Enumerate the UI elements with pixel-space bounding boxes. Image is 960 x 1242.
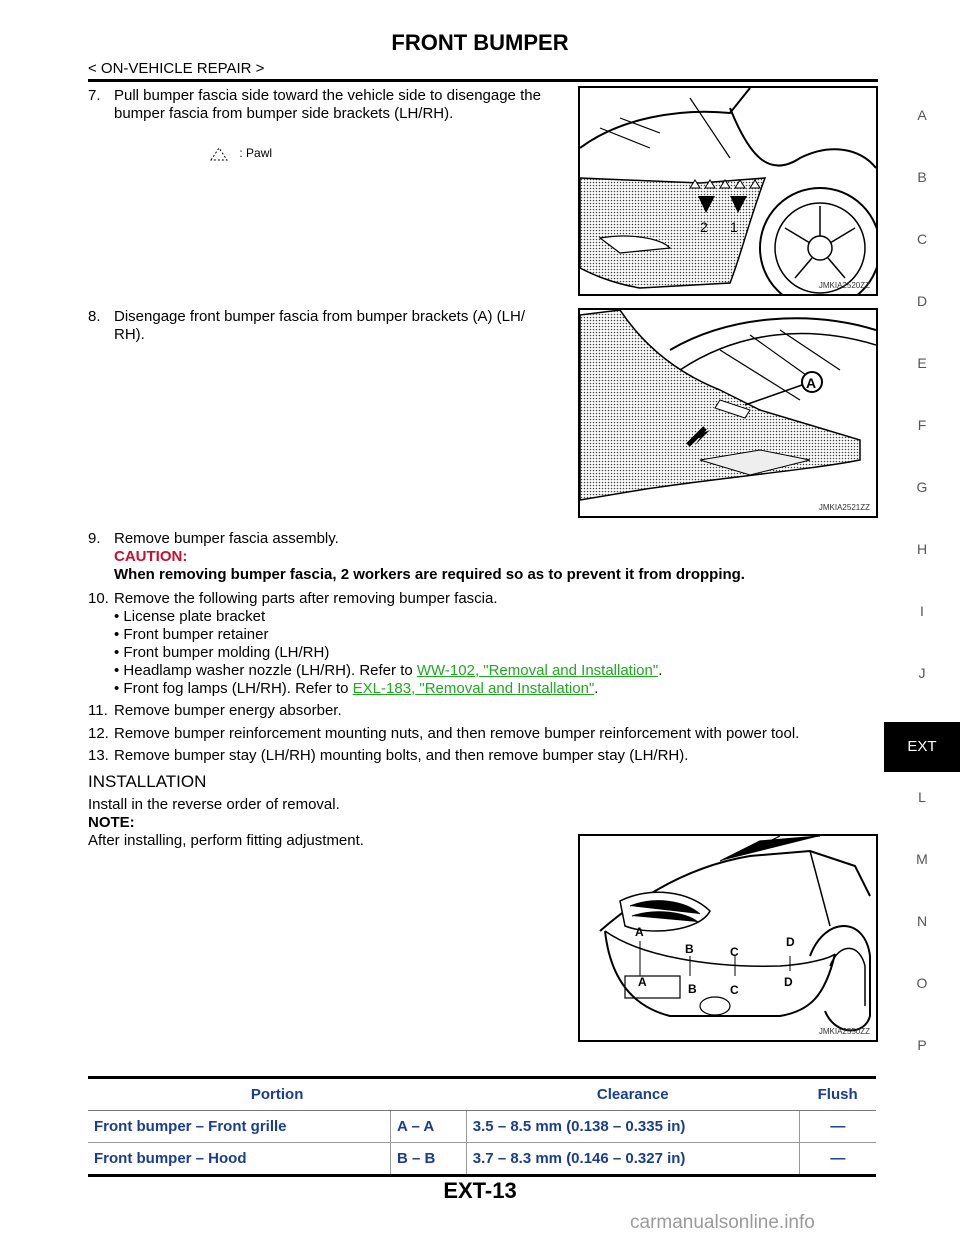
side-index-f[interactable]: F xyxy=(917,417,927,433)
header-flush: Flush xyxy=(799,1078,876,1111)
bullet-text: License plate bracket xyxy=(123,608,266,625)
installation-text: Install in the reverse order of removal. xyxy=(88,796,340,813)
side-index-a[interactable]: A xyxy=(917,107,927,123)
cell-flush: — xyxy=(799,1111,876,1143)
step-number: 13. xyxy=(88,747,109,764)
cell-pair: B – B xyxy=(391,1143,467,1176)
note-text: After installing, perform fitting adjustment. xyxy=(88,832,364,849)
cell-pair: A – A xyxy=(391,1111,467,1143)
caution-text: When removing bumper fascia, 2 workers are required so as to prevent it from dropping. xyxy=(114,566,745,583)
side-index-c[interactable]: C xyxy=(916,231,928,247)
list-item: • Headlamp washer nozzle (LH/RH). Refer to WW-102, "Removal and Installation". xyxy=(114,662,663,679)
label-c-top: C xyxy=(730,945,739,959)
step-number: 9. xyxy=(88,530,101,547)
bullet-text: Front bumper molding (LH/RH) xyxy=(123,644,330,661)
side-index-b[interactable]: B xyxy=(917,169,927,185)
step-8 xyxy=(88,308,580,344)
figure-id: JMKIA2520ZZ xyxy=(818,281,870,290)
step-number: 10. xyxy=(88,590,109,607)
step-text: Disengage front bumper fascia from bumper brackets (A) (LH/ xyxy=(114,308,525,325)
step-9 xyxy=(88,530,878,584)
step-text: Pull bumper fascia side toward the vehicle side to disengage the xyxy=(114,87,541,104)
pawl-legend-text: : Pawl xyxy=(239,146,273,160)
label-c-bottom: C xyxy=(730,983,739,997)
figure-bumper-side-brackets xyxy=(578,86,878,296)
table-row xyxy=(88,1143,876,1176)
step-text: Remove bumper energy absorber. xyxy=(114,702,342,719)
figure-label-a: A xyxy=(806,375,817,391)
step-7 xyxy=(88,87,580,123)
page-title: FRONT BUMPER xyxy=(391,30,569,55)
label-d-bottom: D xyxy=(784,975,793,989)
bullet-text: Front fog lamps (LH/RH). Refer to xyxy=(123,680,353,697)
table-header-row xyxy=(88,1078,876,1111)
step-11 xyxy=(88,702,878,720)
figure-bumper-brackets xyxy=(578,308,878,518)
side-index-ext[interactable]: EXT xyxy=(884,722,960,772)
step-number: 12. xyxy=(88,725,109,742)
pawl-legend xyxy=(210,146,272,161)
step-13 xyxy=(88,747,878,765)
cell-clearance: 3.7 – 8.3 mm (0.146 – 0.327 in) xyxy=(466,1143,799,1176)
header-portion: Portion xyxy=(88,1078,466,1111)
side-index-o[interactable]: O xyxy=(916,975,928,991)
table-row xyxy=(88,1111,876,1143)
bullet-text: Headlamp washer nozzle (LH/RH). Refer to xyxy=(123,662,417,679)
list-item: • Front bumper molding (LH/RH) xyxy=(114,644,330,661)
step-text-cont: bumper fascia from bumper side brackets (LH/RH). xyxy=(114,105,454,122)
step-number: 11. xyxy=(88,702,108,719)
step-text: Remove bumper reinforcement mounting nuts, and then remove bumper reinforcement with power tool. xyxy=(114,725,800,742)
watermark: carmanualsonline.info xyxy=(630,1212,815,1233)
side-index-d[interactable]: D xyxy=(916,293,928,309)
bumper-side-illustration xyxy=(580,88,876,294)
figure-label-1: 1 xyxy=(730,219,738,235)
car-front-illustration xyxy=(580,836,876,1040)
cell-clearance: 3.5 – 8.5 mm (0.138 – 0.335 in) xyxy=(466,1111,799,1143)
step-text: Remove the following parts after removing bumper fascia. xyxy=(114,590,498,607)
side-index-i[interactable]: I xyxy=(920,603,924,619)
side-index-n[interactable]: N xyxy=(916,913,928,929)
cell-flush: — xyxy=(799,1143,876,1176)
step-10 xyxy=(88,590,878,698)
step-text-cont: RH). xyxy=(114,326,145,343)
header-rule xyxy=(88,79,878,82)
side-index-p[interactable]: P xyxy=(917,1037,927,1053)
side-index-e[interactable]: E xyxy=(917,355,927,371)
label-a-top: A xyxy=(635,925,644,939)
figure-label-2: 2 xyxy=(700,219,708,235)
list-item: • License plate bracket xyxy=(114,608,266,625)
caution-label: CAUTION: xyxy=(114,548,188,565)
list-item: • Front bumper retainer xyxy=(114,626,269,643)
step-number: 7. xyxy=(88,87,101,104)
label-d-top: D xyxy=(786,935,795,949)
label-b-bottom: B xyxy=(688,982,697,996)
section-label: < ON-VEHICLE REPAIR > xyxy=(88,60,265,77)
side-index xyxy=(884,98,960,1090)
clearance-table xyxy=(88,1076,876,1177)
ww-102-link[interactable]: WW-102, "Removal and Installation" xyxy=(416,662,659,679)
figure-fitting-adjustment xyxy=(578,834,878,1042)
side-index-l[interactable]: L xyxy=(918,789,926,805)
label-b-top: B xyxy=(685,942,694,956)
step-text: Remove bumper stay (LH/RH) mounting bolts, and then remove bumper stay (LH/RH). xyxy=(114,747,689,764)
installation-heading: INSTALLATION xyxy=(88,772,207,791)
page-number: EXT-13 xyxy=(443,1178,517,1203)
side-index-j[interactable]: J xyxy=(918,665,926,681)
cell-portion: Front bumper – Hood xyxy=(88,1143,391,1176)
pawl-icon xyxy=(210,147,228,161)
step-text: Remove bumper fascia assembly. xyxy=(114,530,339,547)
bumper-bracket-illustration xyxy=(580,310,876,516)
side-index-m[interactable]: M xyxy=(916,851,928,867)
cell-portion: Front bumper – Front grille xyxy=(88,1111,391,1143)
figure-id: JMKIA2550ZZ xyxy=(818,1027,870,1036)
figure-id: JMKIA2521ZZ xyxy=(818,503,870,512)
step-12 xyxy=(88,725,878,743)
step-number: 8. xyxy=(88,308,101,325)
list-item: • Front fog lamps (LH/RH). Refer to EXL-183, "Removal and Installation". xyxy=(114,680,599,697)
header-clearance: Clearance xyxy=(466,1078,799,1111)
side-index-g[interactable]: G xyxy=(916,479,928,495)
bullet-text: Front bumper retainer xyxy=(123,626,269,643)
exl-183-link[interactable]: EXL-183, "Removal and Installation" xyxy=(352,680,595,697)
side-index-h[interactable]: H xyxy=(916,541,928,557)
note-label: NOTE: xyxy=(88,814,135,831)
label-a-bottom: A xyxy=(638,975,647,989)
